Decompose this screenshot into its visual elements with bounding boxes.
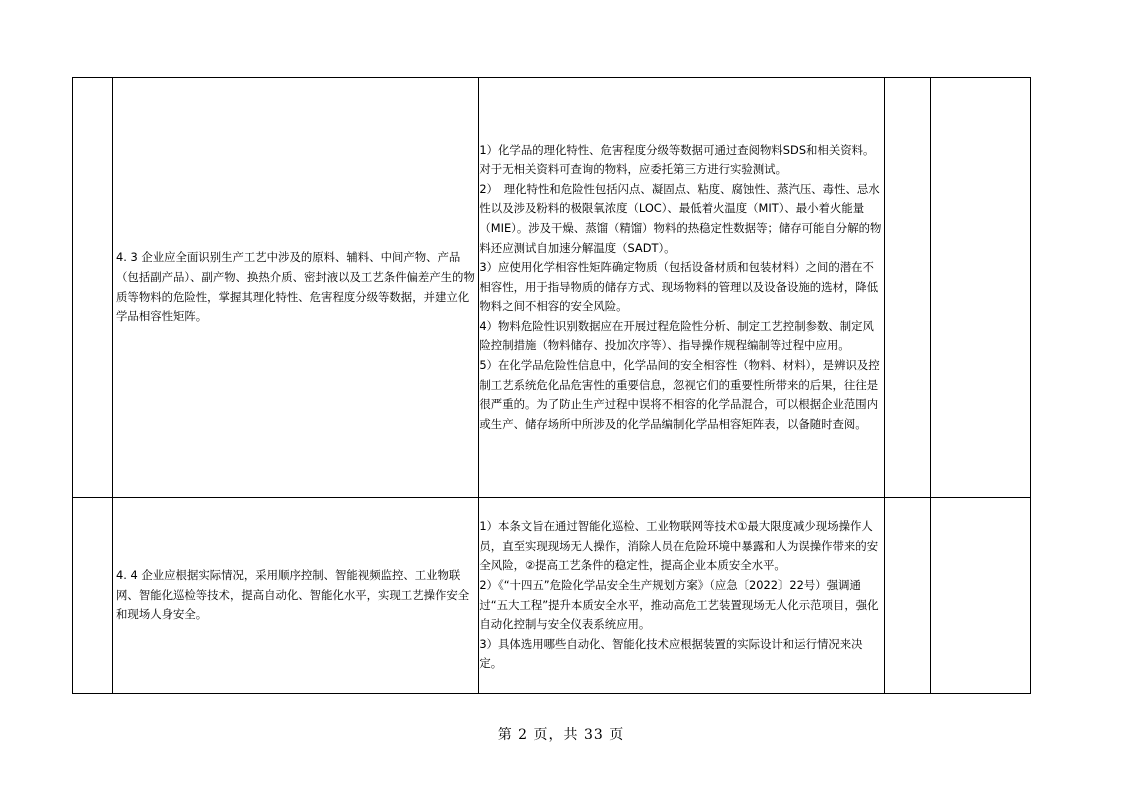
explanation-item: 2）《“十四五”危险化学品安全生产规划方案》（应急〔2022〕22号）强调通过“五大工程”提升本质安全水平，推动高危工艺装置现场无人化示范项目，强化自动化控制与安全仪表系统应用。: [479, 577, 879, 632]
index-cell: [73, 498, 113, 694]
requirement-text: 4. 3 企业应全面识别生产工艺中涉及的原料、辅料、中间产物、产品（包括副产品）、副产物、换热介质、密封液以及工艺条件偏差产生的物质等物料的危险性，掌握其理化特性、危害程度分级等数据，并建立化学品相容性矩阵。: [116, 250, 475, 324]
explanation-item: 1）化学品的理化特性、危害程度分级等数据可通过查阅物料SDS和相关资料。对于无相关资料可查询的物料，应委托第三方进行实验测试。: [479, 142, 875, 177]
explanation-item: 3）具体选用哪些自动化、智能化技术应根据装置的实际设计和运行情况来决定。: [479, 636, 863, 671]
explanation-cell: [479, 78, 884, 498]
requirement-cell: [113, 78, 479, 498]
explanation-cell: [479, 498, 884, 694]
explanation-item: 3）应使用化学相容性矩阵确定物质（包括设备材质和包装材料）之间的潜在不相容性，用于指导物质的储存方式、现场物料的管理以及设备设施的选材，降低物料之间不相容的安全风险。: [479, 260, 879, 314]
index-cell: [73, 78, 113, 498]
table-row: [73, 78, 1031, 498]
empty-cell: [930, 498, 1030, 694]
page-number: 第 2 页，共 33 页: [497, 727, 625, 743]
table-row: [73, 498, 1031, 694]
explanation-item: 5）在化学品危险性信息中，化学品间的安全相容性（物料、材料），是辨识及控制工艺系统危化品危害性的重要信息，忽视它们的重要性所带来的后果，往往是很严重的。为了防止生产过程中误将不相容的化学品混合，可以根据企业范围内或生产、储存场所中所涉及的化学品编制化学品相容矩阵表，以备随时查阅。: [479, 358, 880, 431]
requirement-text: 4. 4 企业应根据实际情况，采用顺序控制、智能视频监控、工业物联网、智能化巡检等技术，提高自动化、智能化水平，实现工艺操作安全和现场人身安全。: [116, 568, 470, 622]
empty-cell: [884, 78, 930, 498]
content-table: [72, 77, 1031, 694]
explanation-item: 2） 理化特性和危险性包括闪点、凝固点、粘度、腐蚀性、蒸汽压、毒性、忌水性以及涉及粉料的极限氧浓度（LOC）、最低着火温度（MIT）、最小着火能量（MIE）。涉及干燥、蒸馏（精馏）物料的热稳定性数据等；储存可能自分解的物料还应测试自加速分解温度（SADT）。: [479, 181, 882, 255]
explanation-item: 1）本条文旨在通过智能化巡检、工业物联网等技术①最大限度减少现场操作人员，直至实现现场无人操作，消除人员在危险环境中暴露和人为误操作带来的安全风险，②提高工艺条件的稳定性，提高企业本质安全水平。: [479, 519, 879, 573]
empty-cell: [884, 498, 930, 694]
explanation-item: 4）物料危险性识别数据应在开展过程危险性分析、制定工艺控制参数、制定风险控制措施（物料储存、投加次序等）、指导操作规程编制等过程中应用。: [479, 318, 874, 353]
requirement-cell: [113, 498, 479, 694]
empty-cell: [930, 78, 1030, 498]
